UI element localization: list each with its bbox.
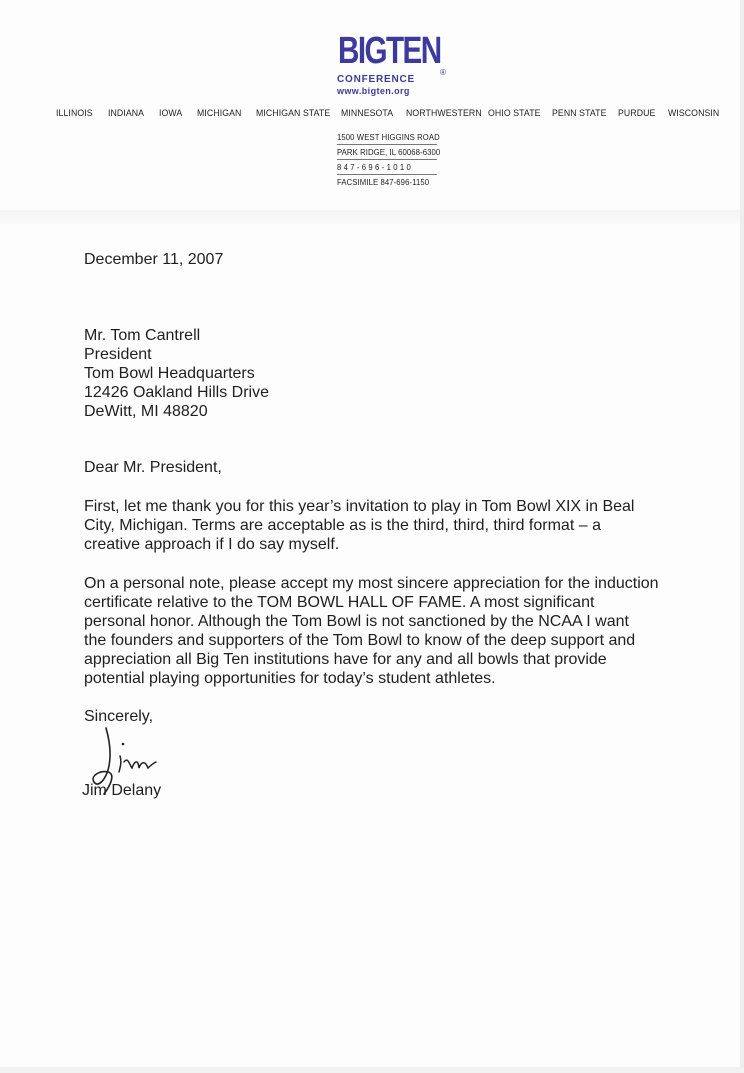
recipient-line: Mr. Tom Cantrell <box>84 327 201 344</box>
school-name: NORTHWESTERN <box>406 108 482 119</box>
body-paragraph-1 <box>84 497 694 554</box>
recipient-line: 12426 Oakland Hills Drive <box>84 384 269 401</box>
scan-edge-bottom <box>0 1067 744 1073</box>
recipient-block <box>84 326 694 421</box>
recipient-line: DeWitt, MI 48820 <box>84 403 208 420</box>
address-line: PARK RIDGE, IL 60068-6300 <box>337 145 437 160</box>
fax-line: FACSIMILE 847-696-1150 <box>337 177 430 187</box>
paragraph-line: appreciation all Big Ten institutions have for any and all bowls that provide <box>84 651 607 668</box>
school-name: IOWA <box>159 108 183 119</box>
paragraph-line: the founders and supporters of the Tom Bowl to know of the deep support and <box>84 632 636 649</box>
conference-address <box>337 130 441 189</box>
school-name: ILLINOIS <box>56 108 93 119</box>
letter-date: December 11, 2007 <box>84 251 224 268</box>
paragraph-line: City, Michigan. Terms are acceptable as is the third, third, third format – a <box>84 517 601 534</box>
salutation: Dear Mr. President, <box>84 459 222 476</box>
body-paragraph-2 <box>84 574 694 688</box>
logo-website: www.bigten.org <box>337 86 410 96</box>
recipient-line: President <box>84 346 152 363</box>
paragraph-line: potential playing opportunities for today’s student athletes. <box>84 670 496 687</box>
school-name: PURDUE <box>618 108 656 119</box>
school-name: MICHIGAN <box>197 108 242 119</box>
logo-subtitle: CONFERENCE <box>337 74 416 85</box>
school-name: MINNESOTA <box>341 108 394 119</box>
closing: Sincerely, <box>84 708 154 725</box>
scan-edge <box>740 0 744 1073</box>
logo-wordmark: BIGTEN <box>338 30 441 72</box>
school-name: WISCONSIN <box>668 108 720 119</box>
school-name: MICHIGAN STATE <box>256 108 331 119</box>
signer-name: Jim Delany <box>82 782 162 799</box>
school-name: OHIO STATE <box>488 108 541 119</box>
phone-line: 8 4 7 - 6 9 6 - 1 0 1 0 <box>337 160 437 175</box>
address-line: 1500 WEST HIGGINS ROAD <box>337 130 437 145</box>
paragraph-line: First, let me thank you for this year’s invitation to play in Tom Bowl XIX in Beal <box>84 498 635 515</box>
paragraph-line: On a personal note, please accept my most sincere appreciation for the induction <box>84 575 659 592</box>
school-name: INDIANA <box>108 108 145 119</box>
paragraph-line: personal honor. Although the Tom Bowl is not sanctioned by the NCAA I want <box>84 613 629 630</box>
paragraph-line: creative approach if I do say myself. <box>84 536 340 553</box>
paragraph-line: certificate relative to the TOM BOWL HALL OF FAME. A most significant <box>84 594 595 611</box>
member-schools <box>56 108 722 122</box>
registered-mark: ® <box>440 68 446 77</box>
recipient-line: Tom Bowl Headquarters <box>84 365 255 382</box>
paper-fold <box>0 210 744 224</box>
school-name: PENN STATE <box>552 108 607 119</box>
